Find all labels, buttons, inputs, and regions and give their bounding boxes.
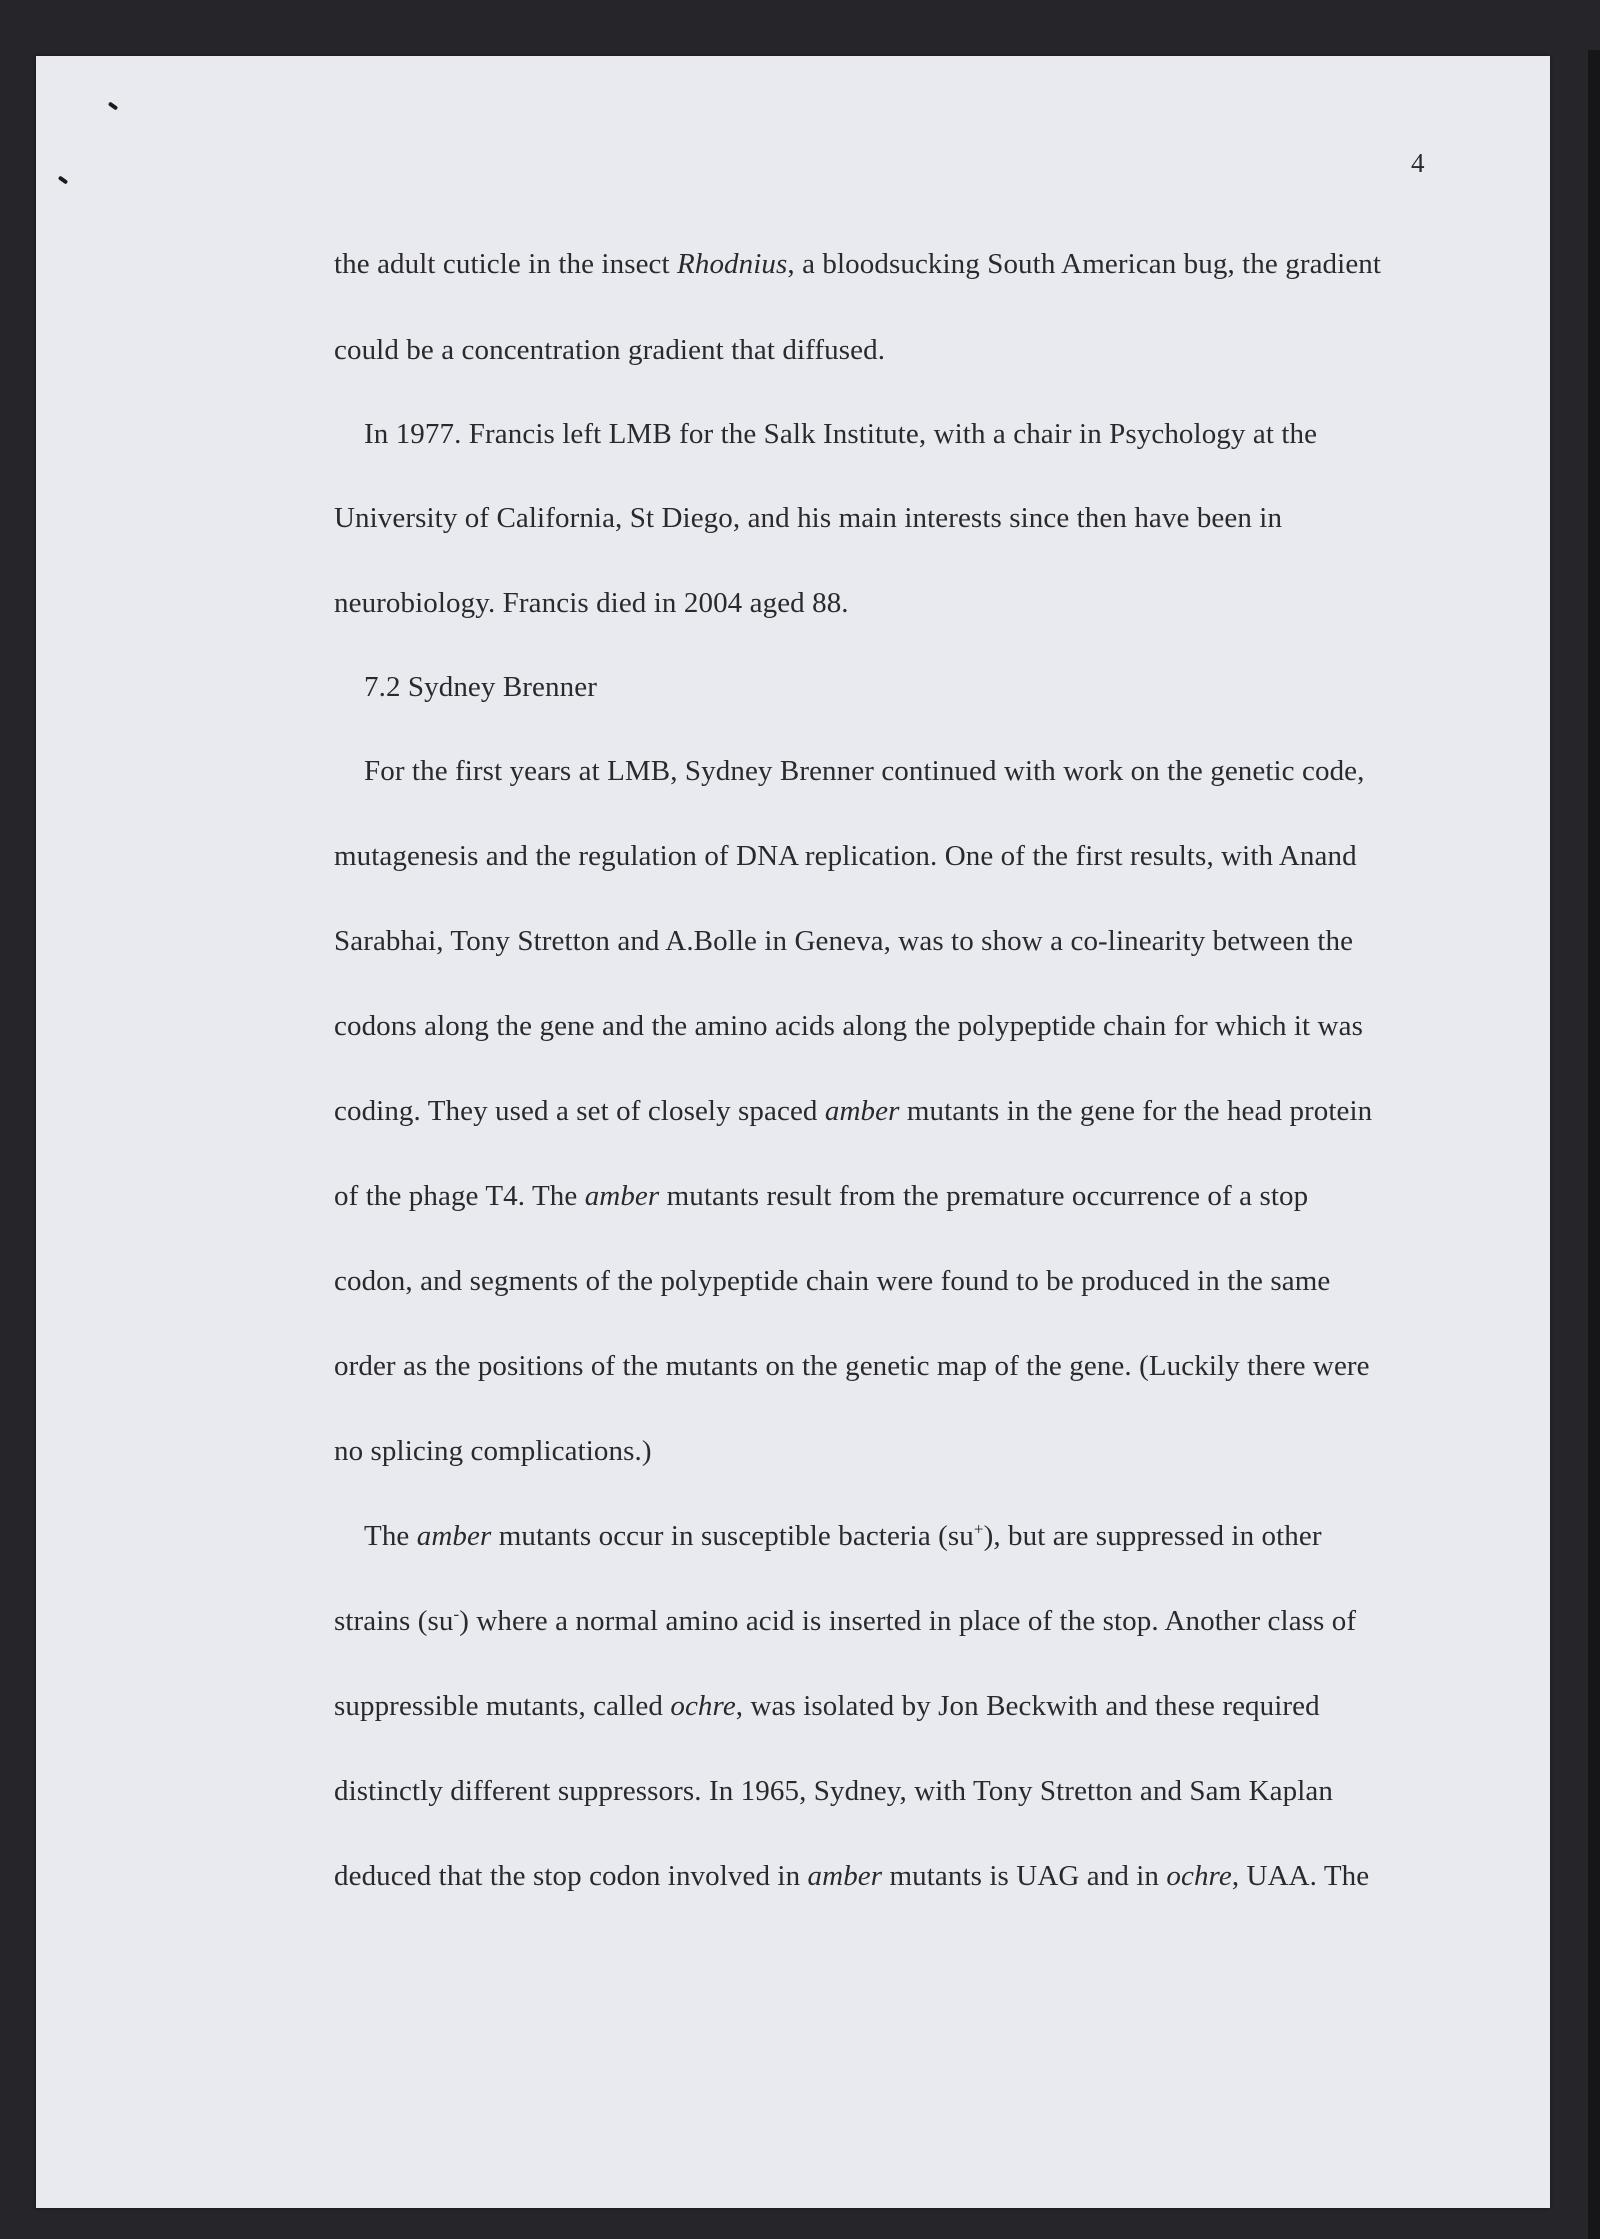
text-line: strains (su-) where a normal amino acid is inserted in place of the stop. Another class of xyxy=(334,1604,1357,1637)
scan-speck xyxy=(58,175,68,184)
paragraph-first-line: For the first years at LMB, Sydney Brenner continued with work on the genetic code, xyxy=(364,755,1365,787)
text-line: of the phage T4. The amber mutants result from the premature occurrence of a stop xyxy=(334,1180,1309,1212)
text-line: mutagenesis and the regulation of DNA replication. One of the first results, with Anand xyxy=(334,840,1357,872)
paragraph-first-line: The amber mutants occur in susceptible bacteria (su+), but are suppressed in other xyxy=(364,1519,1322,1552)
text-line: distinctly different suppressors. In 1965, Sydney, with Tony Stretton and Sam Kaplan xyxy=(334,1775,1333,1807)
text-line: coding. They used a set of closely spaced amber mutants in the gene for the head protein xyxy=(334,1095,1373,1127)
text-line: neurobiology. Francis died in 2004 aged 88. xyxy=(334,587,849,619)
text-line: codon, and segments of the polypeptide chain were found to be produced in the same xyxy=(334,1265,1331,1297)
paragraph-first-line: In 1977. Francis left LMB for the Salk Institute, with a chair in Psychology at the xyxy=(364,418,1318,450)
section-heading: 7.2 Sydney Brenner xyxy=(364,671,597,703)
text-line: no splicing complications.) xyxy=(334,1435,652,1467)
page-edge-shadow xyxy=(1588,50,1600,2239)
text-line: could be a concentration gradient that diffused. xyxy=(334,334,886,366)
text-line: deduced that the stop codon involved in amber mutants is UAG and in ochre, UAA. The xyxy=(334,1860,1370,1892)
page-number: 4 xyxy=(1411,148,1425,178)
text-line: the adult cuticle in the insect Rhodnius, a bloodsucking South American bug, the gradient xyxy=(334,248,1382,280)
text-line: Sarabhai, Tony Stretton and A.Bolle in Geneva, was to show a co-linearity between the xyxy=(334,925,1354,957)
text-line: suppressible mutants, called ochre, was isolated by Jon Beckwith and these required xyxy=(334,1690,1320,1722)
text-line: order as the positions of the mutants on the genetic map of the gene. (Luckily there were xyxy=(334,1350,1370,1382)
text-line: codons along the gene and the amino acids along the polypeptide chain for which it was xyxy=(334,1010,1363,1042)
text-line: University of California, St Diego, and his main interests since then have been in xyxy=(334,502,1283,534)
scan-speck xyxy=(108,101,118,110)
